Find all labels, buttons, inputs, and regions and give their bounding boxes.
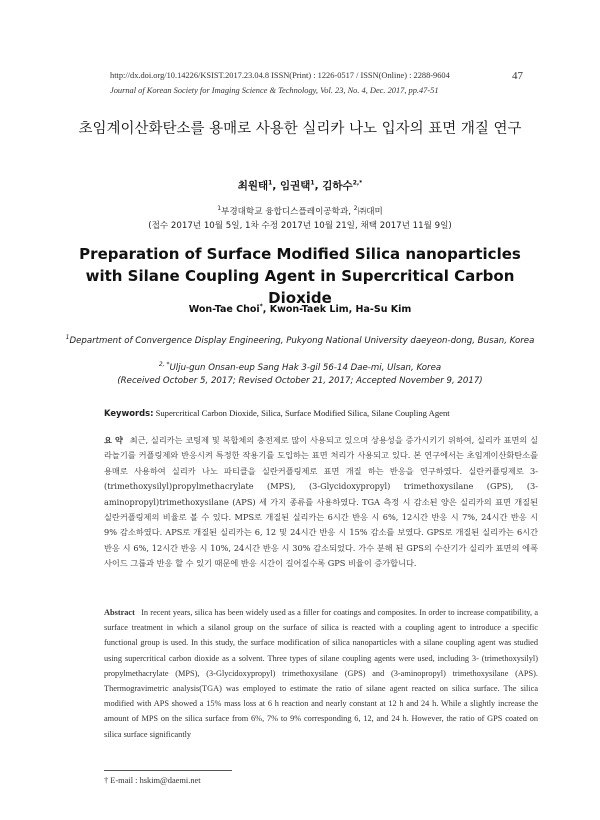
english-abstract — [104, 605, 538, 742]
footnote-email[interactable]: E-mail : hskim@daemi.net — [110, 776, 201, 785]
korean-author: 임권택 — [279, 180, 311, 192]
page-number: 47 — [512, 70, 523, 82]
english-author: Ha-Su Kim — [355, 304, 412, 315]
korean-authors: 최원태$^1$, 임권택$^1$, 김하수$^{2,*}$ — [237, 179, 363, 192]
korean-abstract-label: 요 약 — [104, 435, 123, 445]
keywords-label: Keywords: — [104, 408, 154, 418]
english-abstract-text: In recent years, silica has been widely used as a filler for coatings and composites. In order to increase compatibility, a surface treatment in which a silanol group on the surface of silica is reacted with a coupling agent to introduce a specific functional group is used. In this study, the surface modification of silica nanoparticles with a silane coupling agent was studied using supercritical carbon dioxide as a solvent. Three types of silane coupling agents were used, including 3- (trimethoxysilyl) propylmethacrylate (MPS), (3-Glycidoxypropyl) trimethoxysilane (GPS) and (3-aminopropyl) trimethoxysilane (APS). Thermogravimetric analysis(TGA) was employed to estimate the ratio of silane agent reacted on silica surface. The silica modified with APS showed a 15% mass loss at 6 h reaction and nearly constant at 12 h and 24 h. While a slightly increase the amount of MPS on the silica surface from 6%, 7% to 9% corresponding 6, 12, and 24 h. However, the ratio of GPS coated on silica surface significantly — [104, 608, 538, 739]
english-author: Kwon-Taek Lim — [269, 304, 349, 315]
korean-abstract — [104, 433, 538, 572]
footnote-marker: † — [104, 776, 109, 785]
doi-issn-line: http://dx.doi.org/10.14226/KSIST.2017.23.04.8 ISSN(Print) : 1226-0517 / ISSN(Online) : 2288-9604 — [110, 71, 450, 80]
korean-author: 최원태 — [237, 180, 269, 192]
affil-mark: 1 — [217, 205, 222, 213]
english-affiliation-1 — [60, 335, 540, 348]
keywords — [104, 408, 544, 418]
english-affiliation-2-text: Ulju-gun Onsan-eup Sang Hak 3-gil 56-14 Dae-mi, Ulsan, Korea — [169, 363, 442, 373]
english-dates: (Received October 5, 2017; Revised October 21, 2017; Accepted November 9, 2017) — [117, 376, 483, 386]
english-affiliation-1-text: Department of Convergence Display Engineering, Pukyong National University daeyeon-dong, Busan, Korea — [69, 336, 535, 346]
english-abstract-label: Abstract — [104, 608, 135, 617]
journal-citation: Journal of Korean Society for Imaging Science & Technology, Vol. 23, No. 4, Dec. 2017, pp.47-51 — [110, 86, 439, 95]
keywords-text: Supercritical Carbon Dioxide, Silica, Surface Modified Silica, Silane Coupling Agent — [155, 408, 450, 418]
author-affil-mark: 2,* — [352, 179, 363, 187]
english-author: Won-Tae Choi — [188, 304, 260, 315]
affil-mark: 1 — [65, 334, 70, 342]
author-affil-mark: 1 — [310, 179, 315, 187]
affil-mark: 2 — [353, 205, 358, 213]
korean-affiliation-2: ㈜대미 — [357, 207, 383, 217]
korean-affiliation — [60, 205, 540, 217]
english-affiliation-2 — [60, 362, 540, 375]
korean-dates: (접수 2017년 10월 5일, 1차 수정 2017년 10월 21일, 채택 2017년 11월 9일) — [148, 221, 452, 231]
korean-author: 김하수 — [322, 180, 353, 192]
korean-title: 초임계이산화탄소를 용매로 사용한 실리카 나노 입자의 표면 개질 연구 — [78, 121, 522, 137]
author-mark: * — [259, 302, 263, 310]
footnote — [104, 776, 201, 785]
author-affil-mark: 1 — [268, 179, 273, 187]
english-authors: Won-Tae Choi*, Kwon-Taek Lim, Ha-Su Kim — [188, 302, 412, 315]
footnote-divider — [104, 770, 232, 771]
affil-mark: 2, * — [158, 361, 170, 369]
english-title: Preparation of Surface Modified Silica nanoparticles with Silane Coupling Agent in Supercritical Carbon Dioxide — [79, 245, 521, 307]
korean-abstract-text: 최근, 실리카는 코팅제 및 복합체의 충전제로 많이 사용되고 있으며 상용성을 증가시키기 위하여, 실리카 표면의 실라놀기를 커플링제와 반응시켜 특정한 작용기를 도입하는 표면 처리가 사용되고 있다. 본 연구에서는 초임계이산화탄소를 용매로 사용하여 실리카 나노 파티클을 실란커플링제로 표면 개질 하는 반응을 연구하였다. 실란커플링제로 3-(trimethoxysilyl)propylmethacrylate (MPS), (3-Glycidoxypropyl) trimethoxysilane (GPS), (3-aminopropyl)trimethoxysilane (APS) 세 가지 종류를 사용하였다. TGA 측정 시 감소된 양은 실리카의 표면 개질된 실란커플링제의 비율로 볼 수 있다. MPS로 개질된 실리카는 6시간 반응 시 6%, 12시간 반응 시 7%, 24시간 반응 시 9% 감소하였다. APS로 개질된 실리카는 6, 12 및 24시간 반응 시 15% 감소를 보였다. GPS로 개질된 실리카는 6시간 반응 시 6%, 12시간 반응 시 10%, 24시간 반응 시 30% 감소되었다. 가수 분해 된 GPS의 수산기가 실리카 표면의 에폭사이드 그룹과 반응 할 수 있기 때문에 반응 시간이 길어질수록 GPS 비율이 증가합니다. — [104, 435, 538, 569]
korean-affiliation-1: 부경대학교 융합디스플레이공학과, — [221, 207, 352, 217]
